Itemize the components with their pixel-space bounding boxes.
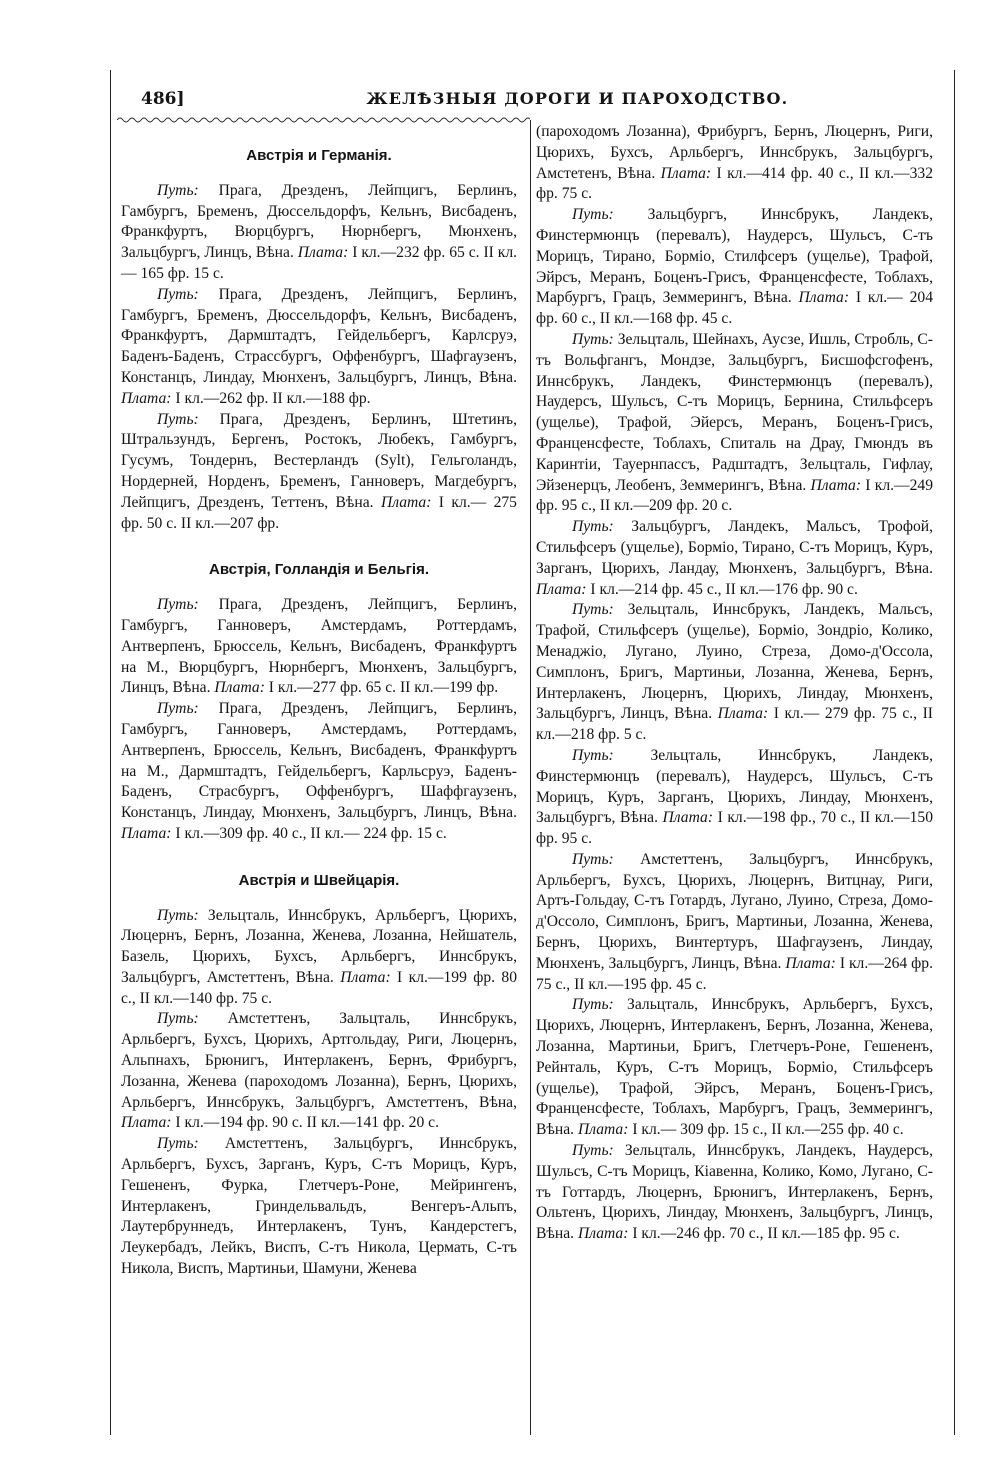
route-stations: Прага, Дрезденъ, Лейпцигъ, Берлинъ, Гамбургъ, Ганноверъ, Амстердамъ, Роттердамъ, Антверпенъ, Брюссель, Кельнъ, Висбаденъ, Франкфуртъ на М., Дармштадтъ, Гейдельбергъ, Карльсруэ, Баденъ-Баденъ, Страсбургъ, Оффенбургъ, Шаффгаузенъ, Констанцъ, Линдау, Мюнхенъ, Зальцбургъ, Линцъ, Вѣна. xyxy=(121,700,517,822)
route-entry xyxy=(121,595,517,699)
route-entry xyxy=(121,181,517,285)
price-label: Плата: xyxy=(121,1114,172,1132)
route-entry xyxy=(536,600,933,746)
route-entry xyxy=(121,285,517,410)
price-values: I кл.—194 фр. 90 с. II кл.—141 фр. 20 с. xyxy=(171,1114,439,1132)
route-label: Путь: xyxy=(572,601,628,619)
route-stations: Зальцталь, Иннсбрукъ, Арльбергъ, Бухсъ, Цюрихъ, Люцернъ, Интерлакенъ, Бернъ, Лозанна, Женева, Лозанна, Мартиньи, Бригъ, Глетчеръ-Роне, Гешененъ, Рейнталь, Куръ, С-тъ Морицъ, Борміо, Стильфсеръ (ущелье), Трафой, Эйрсъ, Меранъ, Боценъ-Грисъ, Франценсфесте, Тоблахъ, Марбургъ, Грацъ, Земмерингъ, Вѣна. xyxy=(536,996,933,1139)
price-label: Плата: xyxy=(577,1121,629,1139)
route-entry xyxy=(536,746,933,850)
price-label: Плата: xyxy=(121,824,172,842)
book-page xyxy=(110,70,955,1435)
route-stations: Прага, Дрезденъ, Лейпцигъ, Берлинъ, Гамбургъ, Бременъ, Дюссельдорфъ, Кельнъ, Висбаденъ, Франкфуртъ, Вюрцбургъ, Нюрнбергъ, Мюнхенъ, Зальцбургъ, Линцъ, Вѣна. xyxy=(121,181,517,262)
route-entry xyxy=(121,699,517,845)
route-entry xyxy=(121,906,517,1010)
price-label: Плата: xyxy=(577,1225,629,1243)
price-label: Плата: xyxy=(798,289,850,307)
price-label: Плата: xyxy=(380,493,432,511)
route-stations: Амстеттенъ, Зальцталь, Иннсбрукъ, Арльбергъ, Бухсъ, Цюрихъ, Артгольдау, Риги, Люцернъ, Альпнахъ, Брюнигъ, Интерлакенъ, Бернъ, Фрибургъ, Лозанна, Женева (пароходомъ Лозанна), Бернъ, Цюрихъ, Арльбергъ, Иннсбрукъ, Зальцбургъ, Амстеттенъ, Вѣна, xyxy=(121,1010,518,1111)
route-label: Путь: xyxy=(572,850,641,868)
route-stations: Зельцталь, Иннсбрукъ, Ландекъ, Наудерсъ, Шульсъ, С-тъ Морицъ, Кіавенна, Колико, Комо, Лугано, С-тъ Готтардъ, Люцернъ, Брюнигъ, Интерлакенъ, Бернъ, Ольтенъ, Цюрихъ, Линдау, Мюнхенъ, Зальцбургъ, Линцъ, Вѣна. xyxy=(536,1142,933,1243)
price-label: Плата: xyxy=(662,809,714,827)
route-label: Путь: xyxy=(157,285,219,303)
price-label: Плата: xyxy=(536,580,587,598)
route-entry xyxy=(121,410,517,535)
route-stations: Зельцталь, Иннсбрукъ, Ландекъ, Мальсъ, Трафой, Стильфсеръ (ущелье), Борміо, Зондріо, Колико, Менаджіо, Лугано, Луино, Стреза, Домо-д'Оссола, Симплонъ, Бригъ, Мартиньи, Лозанна, Женева, Бернъ, Интерлакенъ, Люцернъ, Цюрихъ, Линдау, Мюнхенъ, Зальцбургъ, Линцъ, Вѣна. xyxy=(536,601,933,723)
route-stations: (пароходомъ Лозанна), Фрибургъ, Бернъ, Люцернъ, Риги, Цюрихъ, Бухсъ, Арльбергъ, Иннсбрукъ, Зальцбургъ, Амстетенъ, Вѣна. xyxy=(536,123,933,182)
price-label: Плата: xyxy=(785,954,836,972)
page-header xyxy=(111,70,954,114)
route-stations: Прага, Дрезденъ, Берлинъ, Штетинъ, Штральзундъ, Бергенъ, Ростокъ, Любекъ, Гамбургъ, Гусумъ, Тондернъ, Вестерландъ (Sylt), Гельголандъ, Нордерней, Норденъ, Бременъ, Ганноверъ, Магдебургъ, Лейпцигъ, Дрезденъ, Теттенъ, Вѣна. xyxy=(121,410,518,511)
route-entry xyxy=(536,205,933,330)
route-entry xyxy=(121,1134,517,1280)
route-stations: Зельцталь, Иннсбрукъ, Ландекъ, Финстермюнцъ (перевалъ), Наудерсъ, Шульсъ, С-тъ Морицъ, Куръ, Зарганъ, Цюрихъ, Линдау, Мюнхенъ, Зальцбургъ, Вѣна. xyxy=(536,746,933,827)
section-austria-switzerland xyxy=(121,871,517,1280)
route-entry xyxy=(536,517,933,600)
price-values: I кл.— 279 фр. 75 с., II кл.—218 фр. 5 с. xyxy=(536,705,933,744)
route-entry xyxy=(121,1009,517,1134)
route-entry xyxy=(536,330,933,517)
price-values: I кл.—262 фр. II кл.—188 фр. xyxy=(171,389,371,407)
route-label: Путь: xyxy=(572,330,618,348)
route-label: Путь: xyxy=(157,1135,225,1153)
price-values: I кл.—232 фр. 65 с. II кл.— 165 фр. 15 с. xyxy=(121,244,518,282)
price-values: I кл.— 204 фр. 60 с., II кл.—168 фр. 45 с. xyxy=(536,289,933,328)
route-label: Путь: xyxy=(157,410,220,428)
route-stations: Зельцталь, Шейнахъ, Аусзе, Ишль, Стробль, С-тъ Вольфгангъ, Мондзе, Зальцбургъ, Бисшофсгофенъ, Иннсбрукъ, Ландекъ, Финстермюнцъ (перевалъ), Наудерсъ, Шульсъ, С-тъ Морицъ, Бернина, Стильфсеръ (ущелье), Трафой, Эйерсъ, Меранъ, Боценъ-Грисъ, Франценсфесте, Тоблахъ, Спиталь на Драу, Гмюндъ въ Каринтіи, Тауернпассъ, Радштадтъ, Зельцталь, Гифлау, Эйзенерцъ, Леобенъ, Земмерингъ, Вѣна. xyxy=(536,330,933,494)
route-label: Путь: xyxy=(572,518,632,536)
right-column xyxy=(536,122,933,1245)
route-label: Путь: xyxy=(157,1010,228,1028)
price-values: I кл.—414 фр. 40 с., II кл.—332 фр. 75 с. xyxy=(536,164,933,203)
route-entry xyxy=(536,995,933,1141)
route-label: Путь: xyxy=(157,700,219,718)
section-heading: Австрія и Германія. xyxy=(246,147,392,164)
price-values: I кл.—249 фр. 95 с., II кл.—209 фр. 20 с. xyxy=(536,476,933,515)
route-stations: Зальцбургъ, Иннсбрукъ, Ландекъ, Финстермюнцъ (перевалъ), Наудерсъ, Шульсъ, С-тъ Морицъ, Тирано, Борміо, Стилфсеръ (ущелье), Трафой, Эйрсъ, Меранъ, Боценъ-Грисъ, Франценсфесте, Тоблахъ, Марбургъ, Грацъ, Земмерингъ, Вѣна. xyxy=(536,206,933,307)
route-entry xyxy=(536,1141,933,1245)
left-column xyxy=(121,124,517,1280)
section-heading: Австрія, Голландія и Бельгія. xyxy=(209,561,429,579)
route-stations: Амстеттенъ, Зальцбургъ, Иннсбрукъ, Арльбергъ, Бухсъ, Зарганъ, Куръ, С-тъ Морицъ, Куръ, Гешененъ, Фурка, Глетчеръ-Роне, Мейрингенъ, Интерлакенъ, Гриндельвальдъ, Венгеръ-Альпъ, Лаутербруннедъ, Интерлакенъ, Тунъ, Кандерстегъ, Леукербадъ, Лейкъ, Виспъ, С-тъ Никола, Цермать, С-тъ Никола, Виспъ, Мартиньи, Шамуни, Женева xyxy=(121,1135,518,1278)
price-values: I кл.—198 фр., 70 с., II кл.—150 фр. 95 с. xyxy=(536,809,933,848)
page-number: 486] xyxy=(141,89,185,109)
section-austria-holland-belgium xyxy=(121,560,517,844)
price-values: I кл.—277 фр. 65 с. II кл.—199 фр. xyxy=(264,679,499,697)
route-label: Путь: xyxy=(572,1142,625,1160)
route-stations: Прага, Дрезденъ, Лейпцигъ, Берлинъ, Гамбургъ, Ганноверъ, Амстердамъ, Роттердамъ, Антверпенъ, Брюссель, Кельнъ, Висбаденъ, Франкфуртъ на М., Вюрцбургъ, Нюрнбергъ, Мюнхенъ, Зальцбургъ, Линцъ, Вѣна. xyxy=(121,596,517,697)
route-label: Путь: xyxy=(572,746,651,764)
route-stations: Амстеттенъ, Зальцбургъ, Иннсбрукъ, Арльбергъ, Бухсъ, Цюрихъ, Люцернъ, Витцнау, Риги, Артъ-Гольдау, С-тъ Готардъ, Лугано, Луино, Стреза, Домо-д'Оссоло, Симплонъ, Бригъ, Мартиньи, Лозанна, Женева, Бернъ, Цюрихъ, Винтертуръ, Шафгаузенъ, Линдау, Мюнхенъ, Зальцбургъ, Линцъ, Вѣна. xyxy=(536,850,933,972)
route-label: Путь: xyxy=(157,596,219,614)
price-values: I кл.—264 фр. 75 с., II кл.—195 фр. 45 с. xyxy=(536,954,933,993)
route-continuation xyxy=(536,122,933,205)
price-label: Плата: xyxy=(121,389,172,407)
price-label: Плата: xyxy=(717,705,769,723)
price-label: Плата: xyxy=(660,164,712,182)
section-heading: Австрія и Швейцарія. xyxy=(238,871,400,889)
route-label: Путь: xyxy=(572,996,628,1014)
route-stations: Зельцталь, Иннсбрукъ, Арльбергъ, Цюрихъ, Люцернъ, Бернъ, Лозанна, Женева, Лозанна, Нейшатель, Базель, Цюрихъ, Бухсъ, Арльбергъ, Иннсбрукъ, Зальцбургъ, Амстеттенъ, Вѣна. xyxy=(121,906,517,986)
price-values: I кл.—246 фр. 70 с., II кл.—185 фр. 95 с. xyxy=(628,1225,900,1243)
price-values: I кл.— 275 фр. 50 с. II кл.—207 фр. xyxy=(121,493,517,532)
route-entry xyxy=(536,850,933,996)
route-label: Путь: xyxy=(572,206,648,224)
price-label: Плата: xyxy=(297,244,349,262)
wavy-divider xyxy=(117,116,530,124)
price-label: Плата: xyxy=(340,968,391,986)
section-austria-germany xyxy=(121,146,517,534)
price-values: I кл.— 309 фр. 15 с., II кл.—255 фр. 40 с. xyxy=(628,1121,904,1139)
route-label: Путь: xyxy=(157,906,208,924)
price-values: I кл.—309 фр. 40 с., II кл.— 224 фр. 15 с. xyxy=(171,824,447,842)
price-values: I кл.—214 фр. 45 с., II кл.—176 фр. 90 с. xyxy=(586,580,858,598)
price-label: Плата: xyxy=(214,679,265,697)
price-values: I кл.—199 фр. 80 с., II кл.—140 фр. 75 с. xyxy=(121,968,517,1007)
route-stations: Зальцбургъ, Ландекъ, Мальсъ, Трофой, Стильфсеръ (ущелье), Борміо, Тирано, С-тъ Морицъ, Куръ, Зарганъ, Цюрихъ, Ландау, Мюнхенъ, Зальцбургъ, Вѣна. xyxy=(536,518,933,577)
running-title: ЖЕЛѢЗНЫЯ ДОРОГИ И ПАРОХОДСТВО. xyxy=(366,89,789,108)
route-label: Путь: xyxy=(157,181,219,199)
route-stations: Прага, Дрезденъ, Лейпцигъ, Берлинъ, Гамбургъ, Бременъ, Дюссельдорфъ, Кельнъ, Висбаденъ, Франкфуртъ, Дармштадтъ, Гейдельбергъ, Карлсруэ, Баденъ-Баденъ, Страссбургъ, Оффенбургъ, Шафгаузенъ, Констанцъ, Линдау, Мюнхенъ, Зальцбургъ, Линцъ, Вѣна. xyxy=(121,285,517,386)
column-divider xyxy=(530,120,531,1435)
price-label: Плата: xyxy=(810,476,862,494)
